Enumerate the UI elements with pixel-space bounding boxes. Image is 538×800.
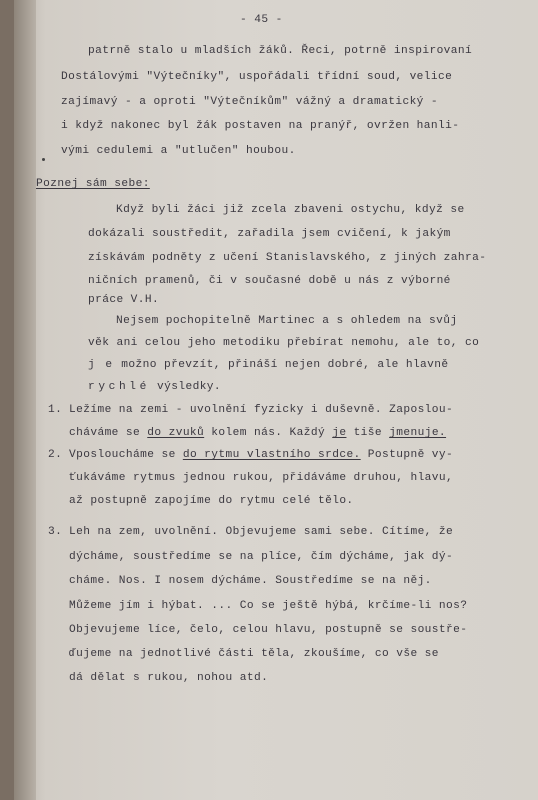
text-line: ničních pramenů, či v současné době u nás z výborné [88,275,451,287]
text-line [69,449,453,461]
list-number: 1. [48,404,63,416]
text-line: i když nakonec byl žák postaven na pranýř, ovržen hanli- [61,120,460,132]
text-line: Když byli žáci již zcela zbaveni ostychu, když se [116,204,465,216]
text-line: zajímavý - a oproti "Výtečníkům" vážný a dramatický - [61,96,439,108]
text-line: Nejsem pochopitelně Martinec a s ohledem na svůj [116,315,458,327]
text-run: možno převzít, přináší nejen dobré, ale hlavně [121,359,449,371]
text-run: výsledky. [157,381,222,393]
text-run: Vposloucháme se [69,449,183,461]
spaced-word: j e [88,359,115,371]
text-line: získávám podněty z učení Stanislavského, z jiných zahra- [88,252,487,264]
text-line: cháme. Nos. I nosem dýcháme. Soustředíme se na něj. [69,575,432,587]
text-line: dá dělat s rukou, nohou atd. [69,672,269,684]
underlined-text: jmenuje. [389,427,447,439]
text-line: ťukáváme rytmus jednou rukou, přidáváme druhou, hlavu, [69,472,454,484]
text-line [88,381,221,393]
ink-dot [42,158,45,161]
page-number: - 45 - [240,14,283,26]
text-line: patrně stalo u mladších žáků. Řeci, potrně inspirovaní [88,45,473,57]
underlined-text: do zvuků [147,427,205,439]
list-number: 2. [48,449,63,461]
text-line: až postupně zapojíme do rytmu celé tělo. [69,495,354,507]
page-binding-shadow [14,0,36,800]
list-number: 3. [48,526,63,538]
text-line: Leh na zem, uvolnění. Objevujeme sami sebe. Cítíme, že [69,526,454,538]
text-run: Postupně vy- [360,449,454,461]
text-line: Dostálovými "Výtečníky", uspořádali třídní soud, velice [61,71,453,83]
spaced-word: rychlé [88,381,150,393]
text-line: dokázali soustředit, zařadila jsem cvičení, k jakým [88,228,451,240]
text-line [88,359,449,371]
text-line: vými cedulemi a "utlučen" houbou. [61,145,296,157]
text-run: tiše [346,427,390,439]
text-line: práce V.H. [88,294,160,306]
text-run: kolem nás. Každý [204,427,333,439]
text-line: Ležíme na zemi - uvolnění fyzicky i duševně. Zaposlou- [69,404,454,416]
text-run: cháváme se [69,427,148,439]
text-line: věk ani celou jeho metodiku přebírat nemohu, ale to, co [88,337,480,349]
text-line [69,427,446,439]
text-line: ďujeme na jednotlivé části těla, zkoušíme, co vše se [69,648,439,660]
text-line: dýcháme, soustředíme se na plíce, čím dýcháme, jak dý- [69,551,454,563]
underlined-text: do rytmu vlastního srdce. [182,449,361,461]
text-line: Objevujeme líce, čelo, celou hlavu, postupně se soustře- [69,624,468,636]
underlined-text: je [332,427,347,439]
document-page [14,0,538,800]
text-line: Můžeme jím i hýbat. ... Co se ještě hýbá, krčíme-li nos? [69,600,468,612]
section-heading: Poznej sám sebe: [36,178,150,190]
